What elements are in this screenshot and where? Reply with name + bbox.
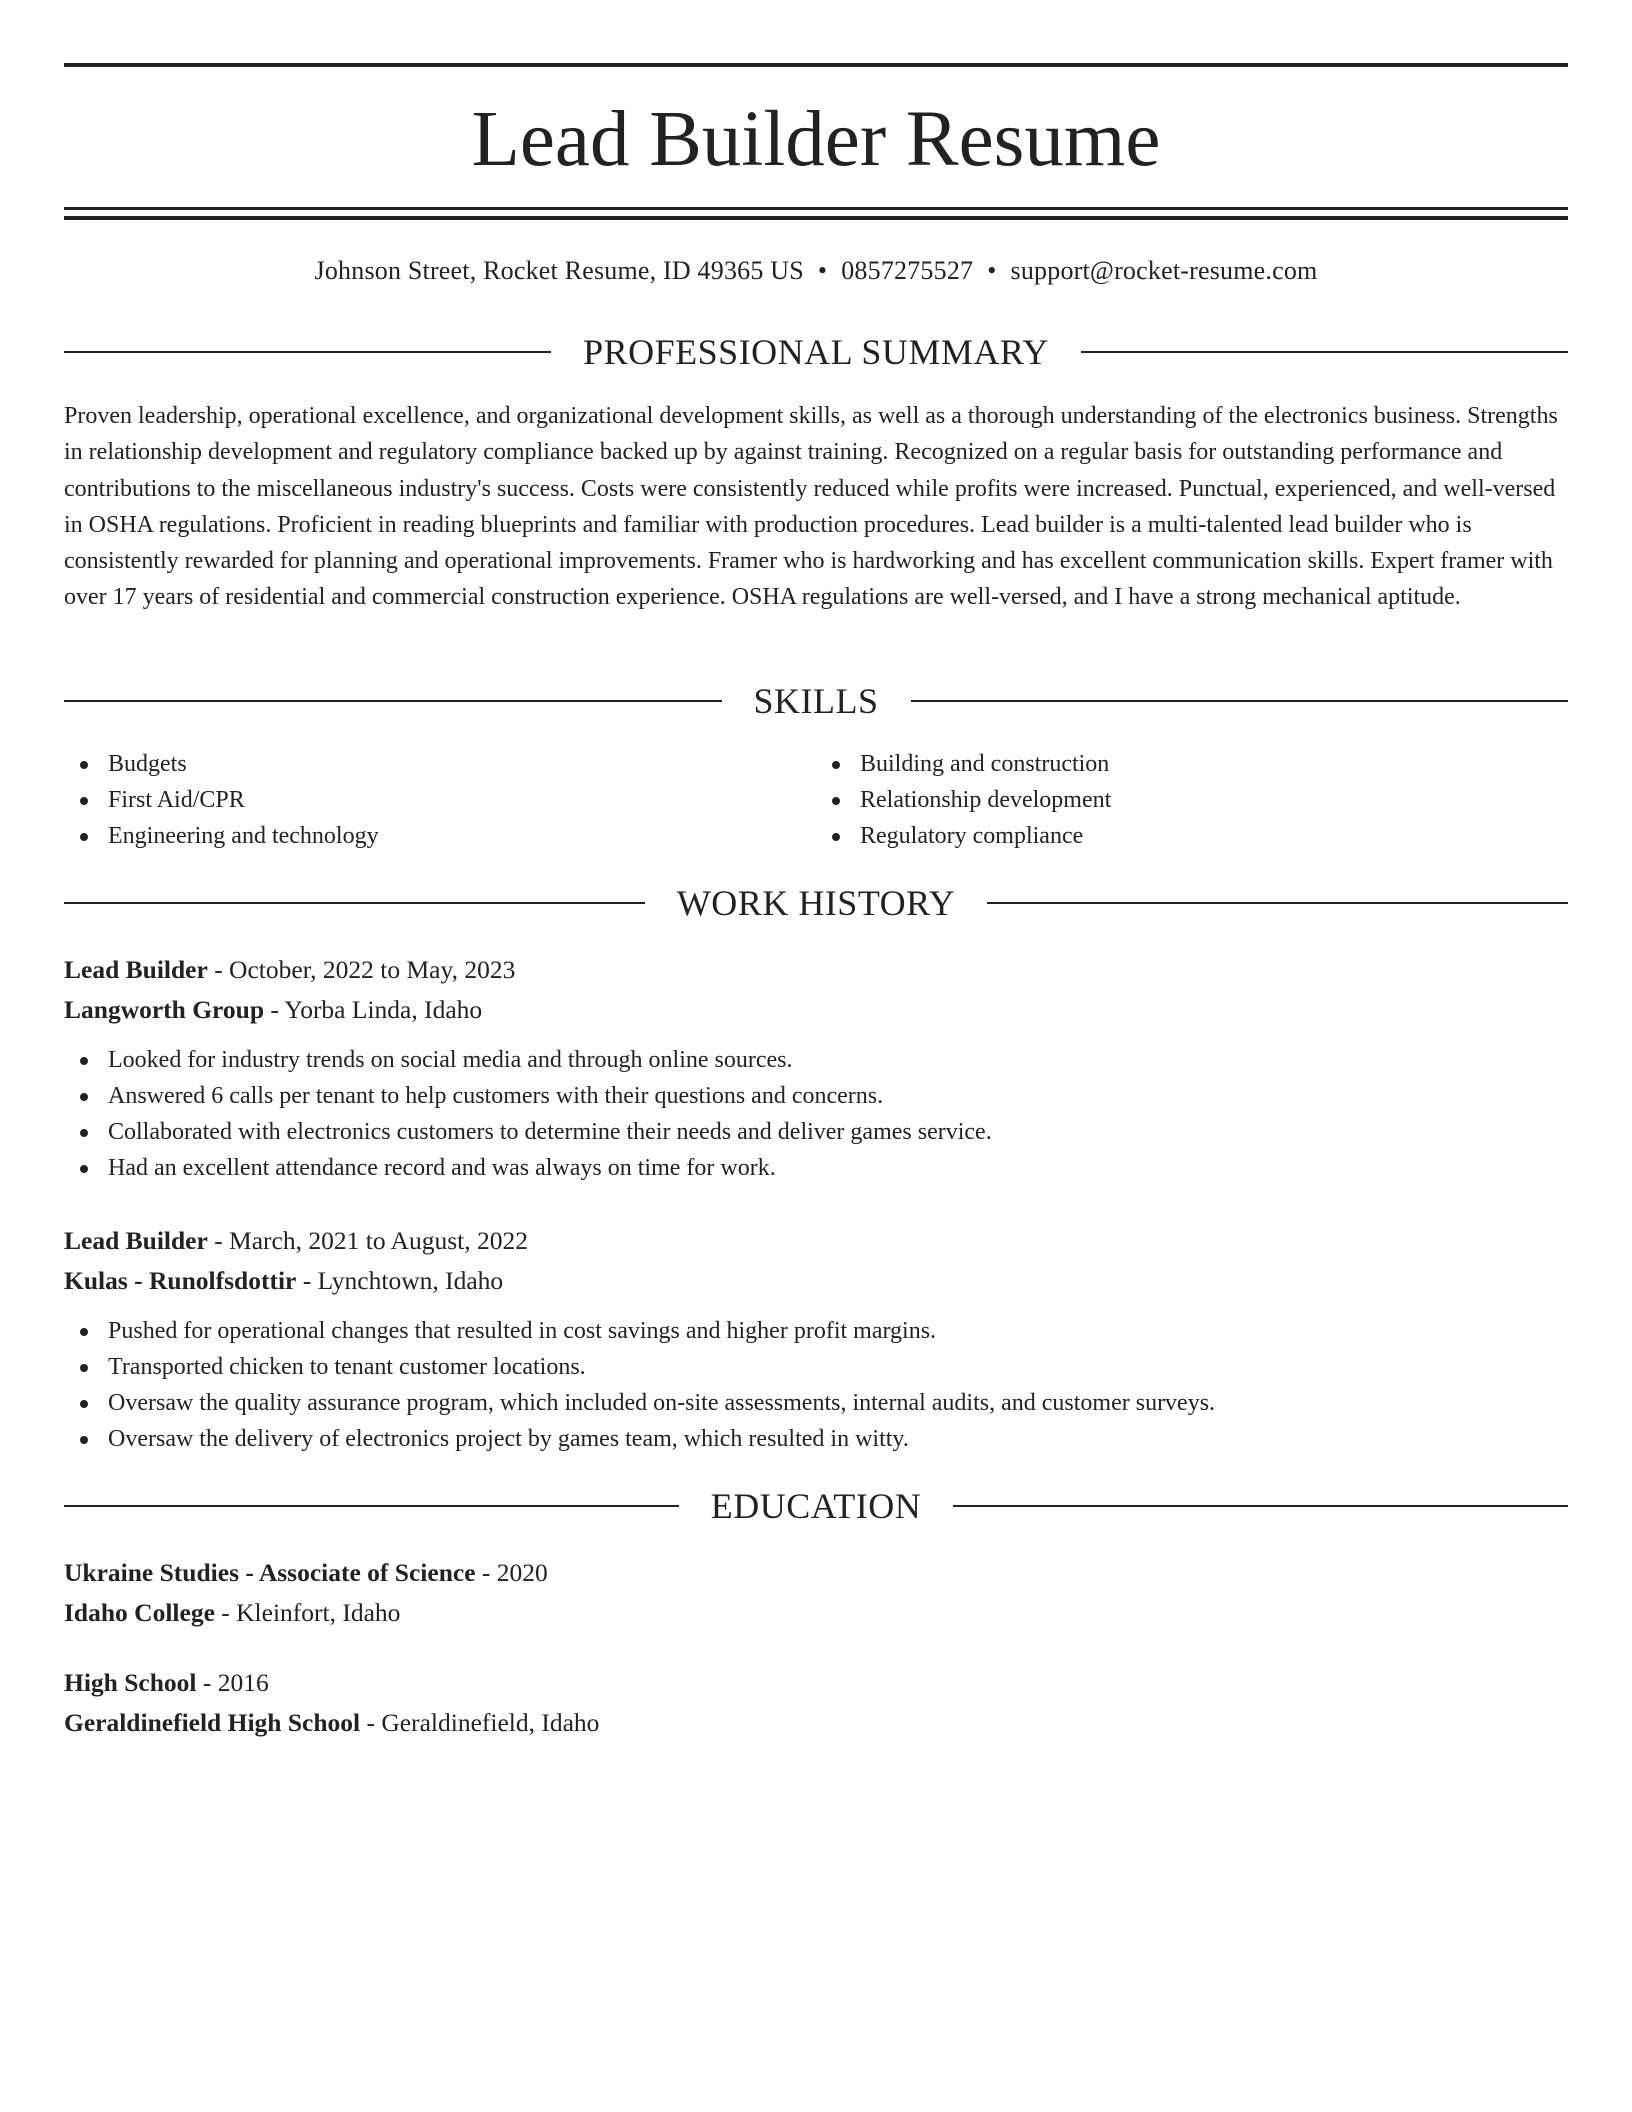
- job-company-line: [64, 990, 1568, 1030]
- job-title-line: [64, 950, 1568, 990]
- job-bullets: [64, 1042, 1568, 1186]
- job-company-line: [64, 1261, 1568, 1301]
- top-rule: [64, 63, 1568, 67]
- job-bullet: Oversaw the quality assurance program, which included on-site assessments, internal audits, and customer surveys.: [64, 1385, 1568, 1421]
- school-line: [64, 1593, 1568, 1633]
- job-location: - Lynchtown, Idaho: [296, 1266, 504, 1295]
- job-company: Langworth Group: [64, 995, 265, 1024]
- heading-rule-right: [1081, 351, 1568, 353]
- school-name: Geraldinefield High School: [64, 1708, 361, 1737]
- skills-heading-label: SKILLS: [753, 681, 879, 721]
- contact-phone: 0857275527: [841, 256, 974, 285]
- heading-rule-left: [64, 351, 551, 353]
- skills-column-right: [816, 746, 1568, 854]
- summary-text: Proven leadership, operational excellence, and organizational development skills, as well as a thorough understanding of the electronics business. Strengths in relationship development and regulatory compliance backed up by against training. Recognized on a regular basis for outstanding performance and contributions to the miscellaneous industry's success. Costs were consistently reduced while profits were increased. Punctual, experienced, and well-versed in OSHA regulations. Proficient in reading blueprints and familiar with production procedures. Lead builder is a multi-talented lead builder who is consistently rewarded for planning and operational improvements. Framer who is hardworking and has excellent communication skills. Expert framer with over 17 years of residential and commercial construction experience. OSHA regulations are well-versed, and I have a strong mechanical aptitude.: [64, 403, 1558, 611]
- education-entry: [64, 1553, 1568, 1633]
- job-role: Lead Builder: [64, 955, 208, 984]
- contact-separator: •: [987, 256, 997, 285]
- heading-rule-right: [987, 902, 1568, 904]
- title-double-rule: [64, 207, 1568, 220]
- contact-line: [64, 253, 1568, 289]
- skills-list: [64, 746, 1568, 854]
- work-entry: [64, 950, 1568, 1186]
- skill-item: Building and construction: [816, 746, 1568, 782]
- skills-column-left: [64, 746, 816, 854]
- job-bullet: Had an excellent attendance record and was always on time for work.: [64, 1150, 1568, 1186]
- skill-item: Relationship development: [816, 782, 1568, 818]
- work-entry: [64, 1221, 1568, 1457]
- skill-item: Regulatory compliance: [816, 818, 1568, 854]
- heading-rule-right: [953, 1505, 1568, 1507]
- job-dates: - October, 2022 to May, 2023: [207, 955, 516, 984]
- school-line: [64, 1703, 1568, 1743]
- school-location: - Kleinfort, Idaho: [214, 1598, 401, 1627]
- education-heading: [64, 1482, 1568, 1530]
- summary-heading-label: PROFESSIONAL SUMMARY: [583, 332, 1049, 372]
- skill-item: Engineering and technology: [64, 818, 816, 854]
- degree-line: [64, 1553, 1568, 1593]
- job-role: Lead Builder: [64, 1226, 208, 1255]
- contact-separator: •: [817, 256, 828, 285]
- degree-year: - 2020: [475, 1558, 548, 1587]
- heading-rule-right: [911, 700, 1569, 702]
- job-company: Kulas - Runolfsdottir: [64, 1266, 297, 1295]
- school-name: Idaho College: [64, 1598, 215, 1627]
- skill-item: Budgets: [64, 746, 816, 782]
- skill-item: First Aid/CPR: [64, 782, 816, 818]
- degree-year: - 2016: [196, 1668, 269, 1697]
- education-entry: [64, 1663, 1568, 1743]
- education-heading-label: EDUCATION: [710, 1486, 922, 1526]
- job-bullets: [64, 1313, 1568, 1457]
- job-title-line: [64, 1221, 1568, 1261]
- school-location: - Geraldinefield, Idaho: [360, 1708, 600, 1737]
- job-bullet: Looked for industry trends on social media and through online sources.: [64, 1042, 1568, 1078]
- work-heading: [64, 879, 1568, 927]
- contact-address: Johnson Street, Rocket Resume, ID 49365 US: [314, 256, 804, 285]
- job-bullet: Pushed for operational changes that resulted in cost savings and higher profit margins.: [64, 1313, 1568, 1349]
- job-bullet: Collaborated with electronics customers to determine their needs and deliver games service.: [64, 1114, 1568, 1150]
- contact-email: support@rocket-resume.com: [1010, 256, 1318, 285]
- resume-title: Lead Builder Resume: [471, 96, 1161, 183]
- job-bullet: Oversaw the delivery of electronics project by games team, which resulted in witty.: [64, 1421, 1568, 1457]
- heading-rule-left: [64, 1505, 679, 1507]
- job-bullet: Answered 6 calls per tenant to help customers with their questions and concerns.: [64, 1078, 1568, 1114]
- heading-rule-left: [64, 902, 645, 904]
- job-location: - Yorba Linda, Idaho: [264, 995, 483, 1024]
- skills-heading: [64, 677, 1568, 725]
- summary-heading: [64, 328, 1568, 376]
- degree-name: High School: [64, 1668, 197, 1697]
- job-dates: - March, 2021 to August, 2022: [207, 1226, 528, 1255]
- job-bullet: Transported chicken to tenant customer locations.: [64, 1349, 1568, 1385]
- degree-line: [64, 1663, 1568, 1703]
- degree-name: Ukraine Studies - Associate of Science: [64, 1558, 476, 1587]
- work-heading-label: WORK HISTORY: [676, 883, 956, 923]
- heading-rule-left: [64, 700, 722, 702]
